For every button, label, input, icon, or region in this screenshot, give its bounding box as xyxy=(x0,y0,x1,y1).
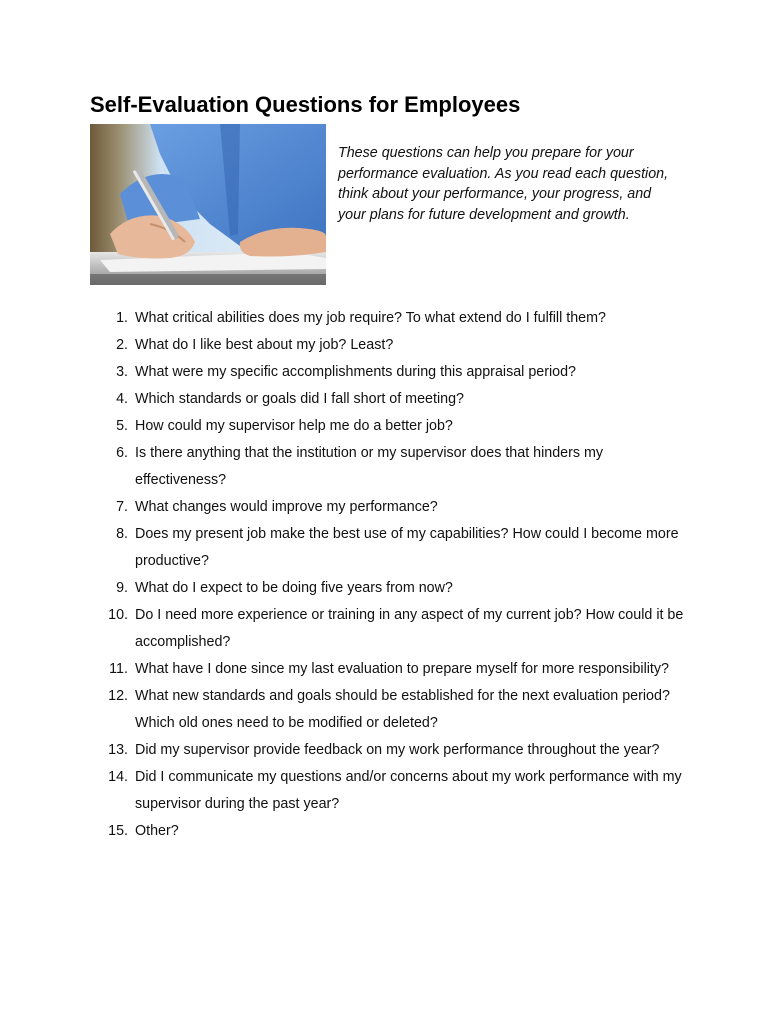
question-number: 12. xyxy=(108,688,128,704)
question-number: 8. xyxy=(116,526,128,542)
question-number: 9. xyxy=(116,580,128,596)
question-text: Does my present job make the best use of my capabilities? How could I become more productive? xyxy=(135,526,679,569)
question-number: 6. xyxy=(116,445,128,461)
question-text: What new standards and goals should be established for the next evaluation period? Which old ones need to be modified or deleted? xyxy=(135,688,670,731)
question-item xyxy=(90,521,690,575)
question-text: Do I need more experience or training in any aspect of my current job? How could it be accomplished? xyxy=(135,607,684,650)
question-number: 1. xyxy=(116,310,128,326)
question-text: Is there anything that the institution or my supervisor does that hinders my effectiveness? xyxy=(135,445,604,488)
question-text: What have I done since my last evaluation to prepare myself for more responsibility? xyxy=(135,661,670,677)
question-item xyxy=(90,359,690,386)
question-number: 7. xyxy=(116,499,128,515)
questions-list xyxy=(90,305,690,845)
question-number: 5. xyxy=(116,418,128,434)
question-item xyxy=(90,440,690,494)
question-item xyxy=(90,575,690,602)
question-number: 3. xyxy=(116,364,128,380)
page-title: Self-Evaluation Questions for Employees xyxy=(90,92,521,117)
question-number: 13. xyxy=(108,742,128,758)
question-item xyxy=(90,332,690,359)
question-item xyxy=(90,683,690,737)
question-text: How could my supervisor help me do a better job? xyxy=(135,418,453,434)
question-text: Which standards or goals did I fall short of meeting? xyxy=(135,391,464,407)
question-item xyxy=(90,494,690,521)
question-item xyxy=(90,602,690,656)
question-item xyxy=(90,764,690,818)
question-number: 15. xyxy=(108,823,128,839)
question-number: 10. xyxy=(108,607,128,623)
question-item xyxy=(90,737,690,764)
question-text: Did my supervisor provide feedback on my work performance throughout the year? xyxy=(135,742,660,758)
question-text: Did I communicate my questions and/or concerns about my work performance with my supervisor during the past year? xyxy=(135,769,682,812)
question-item xyxy=(90,413,690,440)
question-item xyxy=(90,818,690,845)
question-text: What changes would improve my performance? xyxy=(135,499,438,515)
question-item xyxy=(90,386,690,413)
question-text: Other? xyxy=(135,823,179,839)
question-number: 2. xyxy=(116,337,128,353)
hand-writing-with-pen-photo xyxy=(90,124,326,285)
question-number: 11. xyxy=(109,661,128,677)
question-item xyxy=(90,305,690,332)
question-text: What do I like best about my job? Least? xyxy=(135,337,394,353)
intro-paragraph: These questions can help you prepare for your performance evaluation. As you read each question, think about your performance, your progress, and your plans for future development and growth. xyxy=(338,145,669,223)
question-text: What were my specific accomplishments during this appraisal period? xyxy=(135,364,577,380)
question-text: What critical abilities does my job require? To what extend do I fulfill them? xyxy=(135,310,606,326)
question-item xyxy=(90,656,690,683)
question-number: 14. xyxy=(108,769,128,785)
question-number: 4. xyxy=(116,391,128,407)
question-text: What do I expect to be doing five years from now? xyxy=(135,580,453,596)
